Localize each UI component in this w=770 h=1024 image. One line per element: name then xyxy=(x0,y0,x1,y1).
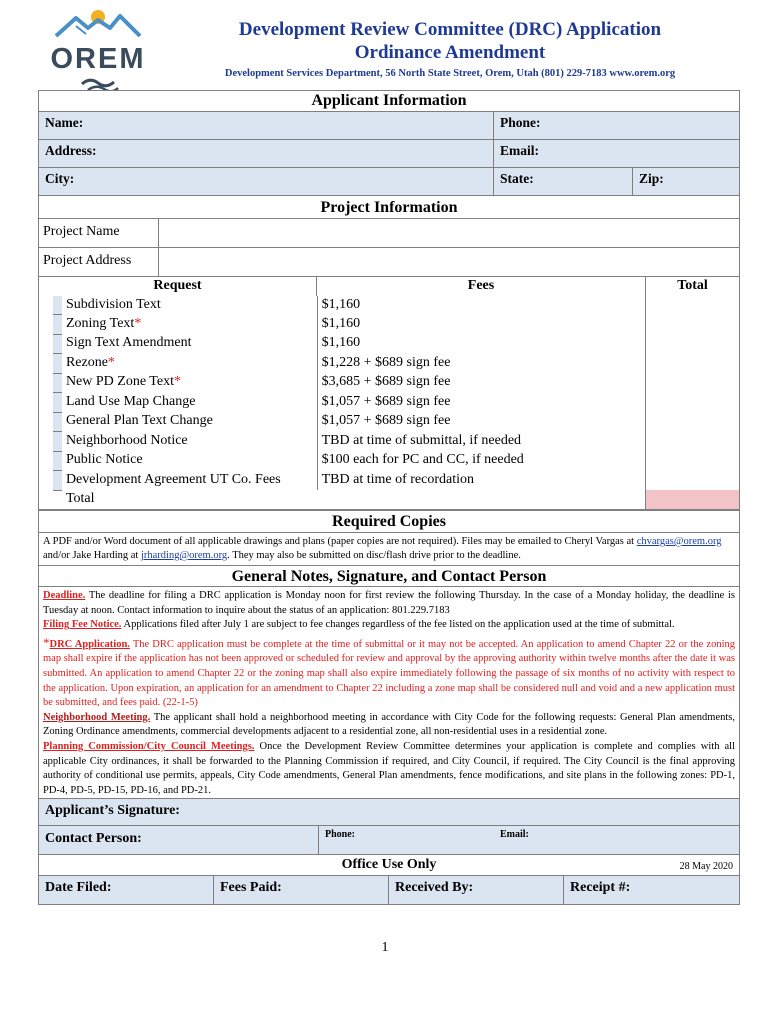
city-field[interactable]: City: xyxy=(39,168,494,195)
deadline-note: Deadline. The deadline for filing a DRC application is Monday noon for first review the following Thursday. In the case of a Monday holiday, the deadline is Tuesday at noon. Contact information to inquire about the status of an application: 801.229.7183 xyxy=(43,590,735,616)
page-subtitle: Ordinance Amendment xyxy=(354,42,546,63)
request-label: New PD Zone Text* xyxy=(62,373,317,393)
email-link-jake[interactable]: jrharding@orem.org xyxy=(140,550,228,561)
received-by-field[interactable]: Received By: xyxy=(389,876,564,904)
general-notes xyxy=(38,586,740,798)
total-label: Total xyxy=(62,490,317,510)
request-checkbox[interactable] xyxy=(53,471,62,491)
request-label: General Plan Text Change xyxy=(62,412,317,432)
neighborhood-note: Neighborhood Meeting. The applicant shall hold a neighborhood meeting in accordance with City Code for the following requests: General Plan amendments, Zoning Ordinance amendments, commercial developments adjacent to a residential zone, all non-residential uses in a residential zone. xyxy=(43,711,735,738)
drc-note: *DRC Application. The DRC application must be complete at the time of submittal or it may not be accepted. An application to amend Chapter 22 or the zoning map shall expire if the application has not been approved or scheduled for review and approval by the approving authority within twelve months after the date it was submitted. An application to amend Chapter 22 or the zoning map shall also expire immediately following the passage of six months of no activity with respect to the application. Upon expiration, an application for an amendment to Chapter 22 including a zone map shall be considered null and void and a new application must be submitted, and fees paid. (22-1-5) xyxy=(43,634,735,709)
request-checkbox[interactable] xyxy=(53,432,62,452)
applicant-section-heading: Applicant Information xyxy=(38,90,740,111)
email-field[interactable]: Email: xyxy=(494,140,739,167)
fee-row xyxy=(39,451,740,471)
project-name-label: Project Name xyxy=(39,219,159,247)
office-use-heading xyxy=(38,854,740,875)
request-checkbox[interactable] xyxy=(53,373,62,393)
row-spacer xyxy=(39,451,53,471)
contact-phone-field[interactable]: Phone: xyxy=(325,829,355,841)
copies-text: A PDF and/or Word document of all applicable drawings and plans (paper copies are not required). Files may be emailed to Cheryl Vargas at chvargas@orem.org and/or Jake Harding at jrharding@orem.org. They may also be submitted on disc/flash drive prior to the deadline. xyxy=(38,532,740,565)
row-spacer xyxy=(39,490,53,510)
fee-amount: $1,228 + $689 sign fee xyxy=(317,354,646,374)
fee-row xyxy=(39,354,740,374)
fee-rows xyxy=(38,296,740,511)
date-filed-field[interactable]: Date Filed: xyxy=(39,876,214,904)
fee-amount: TBD at time of recordation xyxy=(317,471,646,491)
request-checkbox[interactable] xyxy=(53,334,62,354)
fee-amount: $1,160 xyxy=(317,296,646,315)
total-spacer xyxy=(317,490,646,510)
copies-section-heading: Required Copies xyxy=(38,510,740,532)
request-label: Subdivision Text xyxy=(62,296,317,315)
fee-total-input[interactable] xyxy=(646,432,740,452)
orem-logo-graphic xyxy=(38,4,158,94)
fee-row xyxy=(39,412,740,432)
fee-row xyxy=(39,393,740,413)
fees-paid-field[interactable]: Fees Paid: xyxy=(214,876,389,904)
orem-logo xyxy=(38,4,158,94)
row-spacer xyxy=(53,490,62,510)
row-spacer xyxy=(39,296,53,315)
total-row xyxy=(39,490,740,510)
request-checkbox[interactable] xyxy=(53,296,62,315)
project-address-label: Project Address xyxy=(39,248,159,276)
planning-note: Planning Commission/City Council Meetings. Once the Development Review Committee determines your application is complete and complies with all applicable City ordinances, it shall be forwarded to the Planning Commission if required, and City Council, if required. The City Council is the final approving authority of conditional use permits, appeals, City Code amendments, General Plan amendments, fence modifications, and site plans in the following zones: PD-1, PD-4, PD-5, PD-15, PD-16, and PD-21. xyxy=(43,740,735,796)
fee-amount: $3,685 + $689 sign fee xyxy=(317,373,646,393)
fee-amount: TBD at time of submittal, if needed xyxy=(317,432,646,452)
logo-wordmark: OREM xyxy=(50,43,146,75)
fee-total-input[interactable] xyxy=(646,296,740,315)
filing-fee-note: Filing Fee Notice. Applications filed after July 1 are subject to fee changes regardless of the fee listed on the application used at the time of submittal. xyxy=(43,619,675,631)
request-label: Zoning Text* xyxy=(62,315,317,335)
request-header: Request xyxy=(39,277,317,296)
total-header: Total xyxy=(646,277,740,296)
row-spacer xyxy=(39,315,53,335)
request-label: Rezone* xyxy=(62,354,317,374)
project-section-heading: Project Information xyxy=(38,195,740,218)
project-name-input[interactable] xyxy=(159,219,739,247)
fee-amount: $1,057 + $689 sign fee xyxy=(317,412,646,432)
request-label: Public Notice xyxy=(62,451,317,471)
contact-person-field[interactable]: Contact Person: xyxy=(39,826,319,854)
fee-row xyxy=(39,296,740,315)
applicant-row-1 xyxy=(38,111,740,139)
request-label: Neighborhood Notice xyxy=(62,432,317,452)
fee-row xyxy=(39,471,740,491)
fee-total-input[interactable] xyxy=(646,451,740,471)
request-checkbox[interactable] xyxy=(53,393,62,413)
fee-total-input[interactable] xyxy=(646,471,740,491)
project-address-row xyxy=(38,247,740,276)
fee-total-input[interactable] xyxy=(646,334,740,354)
fee-row xyxy=(39,315,740,335)
request-label: Land Use Map Change xyxy=(62,393,317,413)
project-address-input[interactable] xyxy=(159,248,739,276)
application-form xyxy=(38,90,740,905)
address-field[interactable]: Address: xyxy=(39,140,494,167)
fee-row xyxy=(39,373,740,393)
page-title: Development Review Committee (DRC) Application xyxy=(238,19,662,40)
fee-row xyxy=(39,334,740,354)
row-spacer xyxy=(39,412,53,432)
page-number: 1 xyxy=(381,940,389,955)
fee-total-input[interactable] xyxy=(646,315,740,335)
fee-total-input[interactable] xyxy=(646,373,740,393)
form-revision-date: 28 May 2020 xyxy=(679,861,733,873)
receipt-field[interactable]: Receipt #: xyxy=(564,876,739,904)
signature-field[interactable]: Applicant’s Signature: xyxy=(38,798,740,825)
row-spacer xyxy=(39,432,53,452)
fees-header-row xyxy=(39,277,740,296)
fee-total-input[interactable] xyxy=(646,412,740,432)
row-spacer xyxy=(39,471,53,491)
contact-email-field[interactable]: Email: xyxy=(500,829,529,841)
row-spacer xyxy=(39,334,53,354)
email-link-cheryl[interactable]: chvargas@orem.org xyxy=(636,536,722,547)
phone-field[interactable]: Phone: xyxy=(494,112,739,139)
office-use-title: Office Use Only xyxy=(341,857,437,873)
fee-amount: $1,160 xyxy=(317,334,646,354)
row-spacer xyxy=(39,354,53,374)
project-name-row xyxy=(38,218,740,247)
name-field[interactable]: Name: xyxy=(39,112,494,139)
fees-table xyxy=(38,276,740,296)
header xyxy=(160,18,740,79)
row-spacer xyxy=(39,373,53,393)
request-label: Development Agreement UT Co. Fees xyxy=(62,471,317,491)
fee-row xyxy=(39,432,740,452)
request-label: Sign Text Amendment xyxy=(62,334,317,354)
state-field[interactable]: State: xyxy=(494,168,633,195)
applicant-row-3 xyxy=(38,167,740,195)
request-checkbox[interactable] xyxy=(53,354,62,374)
request-checkbox[interactable] xyxy=(53,451,62,471)
fee-amount: $1,057 + $689 sign fee xyxy=(317,393,646,413)
fees-header: Fees xyxy=(317,277,646,296)
fee-amount: $100 each for PC and CC, if needed xyxy=(317,451,646,471)
request-checkbox[interactable] xyxy=(53,412,62,432)
row-spacer xyxy=(39,393,53,413)
notes-section-heading: General Notes, Signature, and Contact Person xyxy=(38,565,740,586)
contact-row xyxy=(38,825,740,854)
fee-total-input[interactable] xyxy=(646,354,740,374)
zip-field[interactable]: Zip: xyxy=(633,168,739,195)
grand-total-field[interactable] xyxy=(646,490,740,510)
fee-total-input[interactable] xyxy=(646,393,740,413)
department-info: Development Services Department, 56 North State Street, Orem, Utah (801) 229-7183 www.orem.org xyxy=(224,68,676,79)
office-use-row xyxy=(38,875,740,905)
applicant-row-2 xyxy=(38,139,740,167)
request-checkbox[interactable] xyxy=(53,315,62,335)
fee-amount: $1,160 xyxy=(317,315,646,335)
